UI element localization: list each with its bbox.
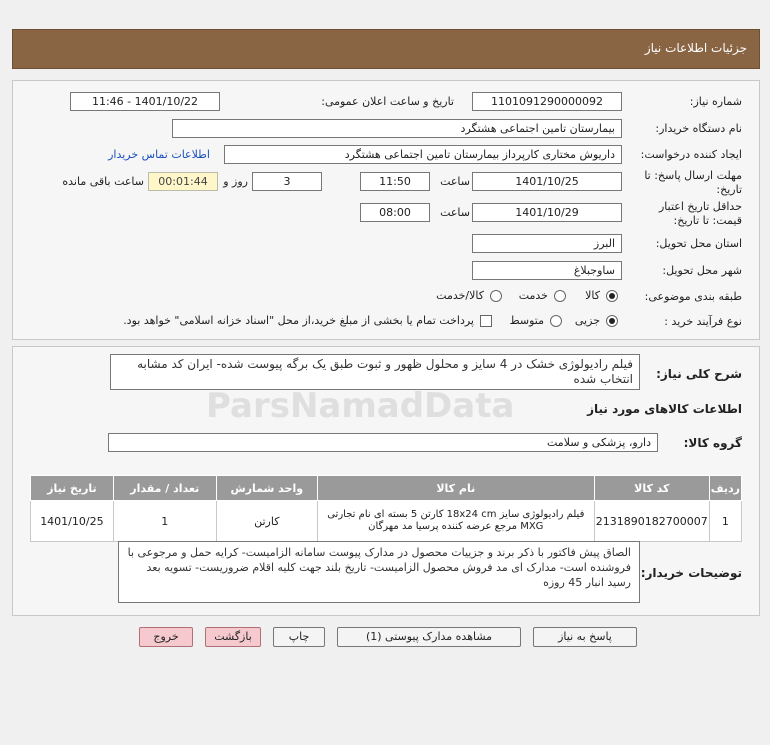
goods-group-label: گروه کالا: [683, 436, 742, 450]
process-radio-minor[interactable] [606, 315, 618, 327]
requester-label: ایجاد کننده درخواست: [640, 148, 742, 161]
validity-label-line1: حداقل تاریخ اعتبار [658, 200, 742, 213]
page-title: جزئیات اطلاعات نیاز [644, 41, 747, 55]
announce-field: 1401/10/22 - 11:46 [70, 92, 220, 111]
need-number-field: 1101091290000092 [472, 92, 622, 111]
requester-field: داریوش مختاری کارپرداز بیمارستان تامین اجتماعی هشتگرد [224, 145, 622, 164]
buyer-notes-label: توضیحات خریدار: [640, 566, 742, 580]
days-label: روز و [223, 175, 248, 188]
cell-row: 1 [709, 501, 741, 542]
exit-button[interactable]: خروج [139, 627, 193, 647]
province-field: البرز [472, 234, 622, 253]
city-field: ساوجبلاغ [472, 261, 622, 280]
validity-date-field: 1401/10/29 [472, 203, 622, 222]
category-option-goods-service: کالا/خدمت [436, 289, 484, 302]
goods-table [30, 475, 742, 542]
col-header-name: نام کالا [317, 476, 594, 501]
back-button[interactable]: بازگشت [205, 627, 261, 647]
buyer-contact-link[interactable]: اطلاعات تماس خریدار [108, 148, 210, 161]
col-header-row: ردیف [709, 476, 741, 501]
cell-unit: کارتن [216, 501, 317, 542]
category-label: طبقه بندی موضوعی: [644, 290, 742, 303]
attachments-button[interactable]: مشاهده مدارک پیوستی (1) [337, 627, 521, 647]
announce-label: تاریخ و ساعت اعلان عمومی: [321, 95, 454, 108]
cell-date: 1401/10/25 [31, 501, 114, 542]
print-button[interactable]: چاپ [273, 627, 325, 647]
col-header-qty: تعداد / مقدار [113, 476, 216, 501]
remaining-label: ساعت باقی مانده [62, 175, 144, 188]
province-label: استان محل تحویل: [655, 237, 742, 250]
deadline-time-field: 11:50 [360, 172, 430, 191]
reply-button[interactable]: پاسخ به نیاز [533, 627, 637, 647]
summary-text: فیلم رادیولوژی خشک در 4 سایز و محلول ظهور و ثبوت طبق یک برگه پیوست شده- ایران کد مشابه انتخاب شده [110, 354, 640, 390]
process-option-medium: متوسط [509, 314, 544, 327]
buyer-org-label: نام دستگاه خریدار: [655, 122, 742, 135]
cell-qty: 1 [113, 501, 216, 542]
category-radio-service[interactable] [554, 290, 566, 302]
col-header-code: کد کالا [594, 476, 709, 501]
page-header [12, 29, 760, 69]
table-row [31, 501, 742, 542]
summary-label: شرح کلی نیاز: [656, 367, 742, 381]
cell-name: فیلم رادیولوژی سایز 18x24 cm کارتن 5 بسته ای نام تجارتی MXG مرجع عرضه کننده پرسیا مد مهرگان [317, 501, 594, 542]
cell-code: 2131890182700007 [594, 501, 709, 542]
goods-table-header [31, 476, 742, 501]
treasury-checkbox[interactable] [480, 315, 492, 327]
city-label: شهر محل تحویل: [662, 264, 742, 277]
category-radio-goods[interactable] [606, 290, 618, 302]
treasury-note: پرداخت تمام یا بخشی از مبلغ خرید،از محل "اسناد خزانه اسلامی" خواهد بود. [123, 314, 474, 327]
col-header-date: تاریخ نیاز [31, 476, 114, 501]
validity-time-field: 08:00 [360, 203, 430, 222]
col-header-unit: واحد شمارش [216, 476, 317, 501]
buyer-org-field: بیمارستان تامین اجتماعی هشتگرد [172, 119, 622, 138]
category-radio-goods-service[interactable] [490, 290, 502, 302]
deadline-label-line1: مهلت ارسال پاسخ: تا [644, 169, 742, 182]
days-field: 3 [252, 172, 322, 191]
deadline-label-line2: تاریخ: [716, 183, 742, 196]
process-label: نوع فرآیند خرید : [664, 315, 742, 328]
process-option-minor: جزیی [574, 314, 600, 327]
category-option-service: خدمت [518, 289, 548, 302]
deadline-time-label: ساعت [440, 175, 470, 188]
goods-section-title: اطلاعات کالاهای مورد نیاز [587, 402, 742, 416]
buyer-notes-text: الصاق پیش فاکتور با ذکر برند و جزییات محصول در مدارک پیوست سامانه الزامیست- کرایه حمل و مرجوعی با فروشنده است- مدارک ای مد فروش محصول الزامیست- تاریخ بلند جهت کلیه اقلام ضروریست- تسویه بعد رسید انبار 45 روزه [118, 541, 640, 603]
validity-time-label: ساعت [440, 206, 470, 219]
validity-label-line2: قیمت: تا تاریخ: [673, 214, 742, 227]
category-option-goods: کالا [585, 289, 600, 302]
deadline-date-field: 1401/10/25 [472, 172, 622, 191]
process-radio-medium[interactable] [550, 315, 562, 327]
remaining-timer: 00:01:44 [148, 172, 218, 191]
goods-group-field: دارو، پزشکی و سلامت [108, 433, 658, 452]
need-number-label: شماره نیاز: [689, 95, 742, 108]
